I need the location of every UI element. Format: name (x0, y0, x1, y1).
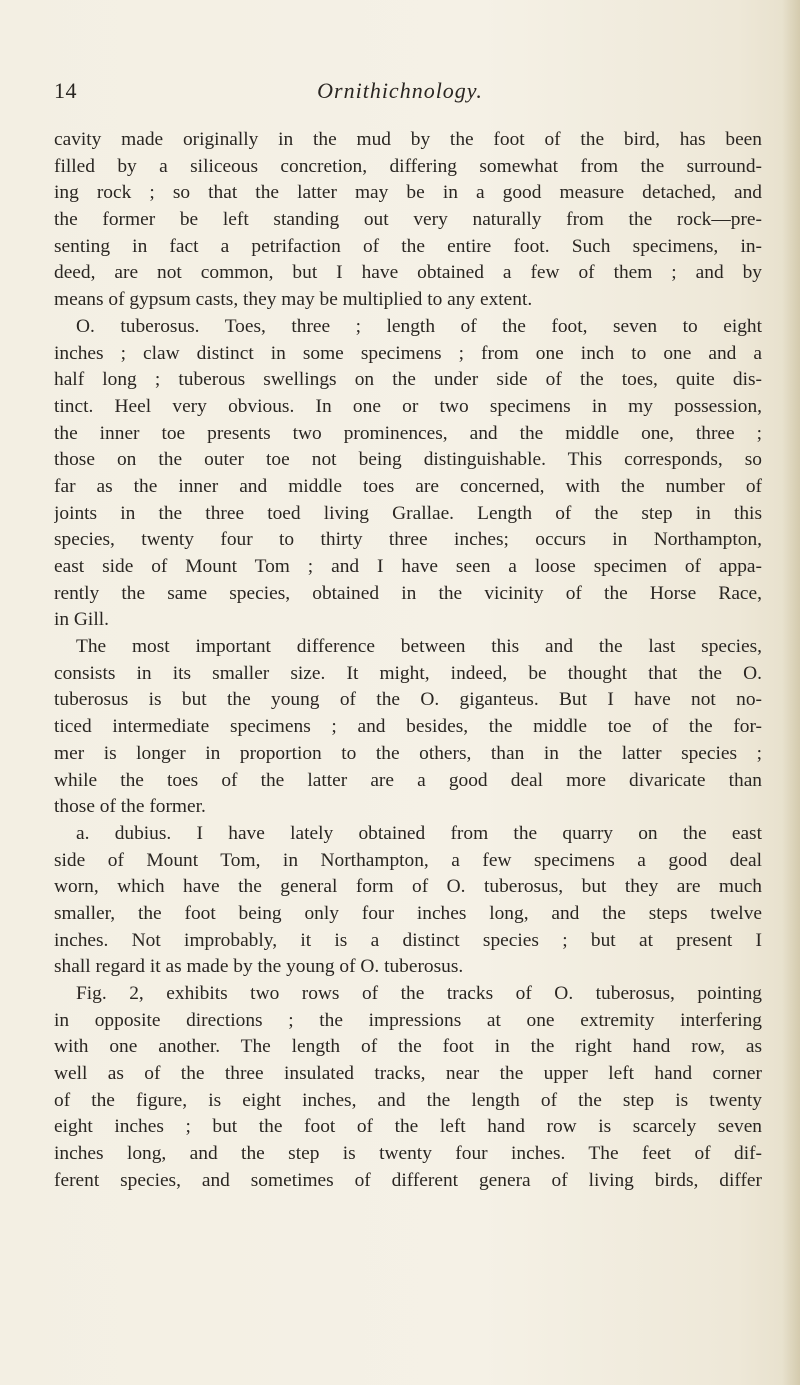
text-line: species, twenty four to thirty three inches; occurs in Northampton, (54, 529, 762, 551)
text-line: those on the outer toe not being distinguishable. This corresponds, so (54, 449, 762, 471)
text-line: inches. Not improbably, it is a distinct species ; but at present I (54, 929, 762, 951)
text-line: joints in the three toed living Grallae. Length of the step in this (54, 502, 762, 524)
text-line: mer is longer in proportion to the others, than in the latter species ; (54, 742, 762, 764)
text-line: eight inches ; but the foot of the left hand row is scarcely seven (54, 1116, 762, 1138)
text-line: inches long, and the step is twenty four inches. The feet of dif- (54, 1143, 762, 1165)
text-line: with one another. The length of the foot in the right hand row, as (54, 1036, 762, 1058)
text-line: means of gypsum casts, they may be multiplied to any extent. (54, 289, 533, 311)
text-line: filled by a siliceous concretion, differing somewhat from the surround- (54, 155, 762, 177)
text-line: ing rock ; so that the latter may be in a good measure detached, and (54, 182, 762, 204)
text-line: smaller, the foot being only four inches long, and the steps twelve (54, 902, 762, 924)
text-line: shall regard it as made by the young of O. tuberosus. (54, 956, 464, 978)
text-line: in opposite directions ; the impressions at one extremity interfering (54, 1009, 762, 1031)
text-line: senting in fact a petrifaction of the entire foot. Such specimens, in- (54, 235, 762, 257)
text-line: far as the inner and middle toes are concerned, with the number of (54, 475, 762, 497)
text-line: half long ; tuberous swellings on the under side of the toes, quite dis- (54, 369, 762, 391)
text-line: rently the same species, obtained in the vicinity of the Horse Race, (54, 582, 762, 604)
page-header (0, 78, 800, 108)
text-line: the inner toe presents two prominences, and the middle one, three ; (54, 422, 762, 444)
text-line: tuberosus is but the young of the O. giganteus. But I have not no- (54, 689, 762, 711)
text-line: tinct. Heel very obvious. In one or two specimens in my possession, (54, 395, 762, 417)
running-title: Ornithichnology. (317, 78, 483, 103)
text-line: side of Mount Tom, in Northampton, a few specimens a good deal (54, 849, 762, 871)
text-line: Fig. 2, exhibits two rows of the tracks of O. tuberosus, pointing (76, 983, 762, 1004)
text-line: of the figure, is eight inches, and the length of the step is twenty (54, 1089, 762, 1111)
text-line: worn, which have the general form of O. tuberosus, but they are much (54, 876, 762, 898)
page-edge-shadow (782, 0, 800, 1385)
text-line: ferent species, and sometimes of different genera of living birds, differ (54, 1169, 762, 1191)
text-line: those of the former. (54, 796, 206, 818)
text-line: well as of the three insulated tracks, near the upper left hand corner (54, 1063, 762, 1085)
text-line: The most important difference between this and the last species, (76, 636, 762, 658)
body-text (54, 127, 762, 1195)
page-number: 14 (54, 78, 77, 103)
text-line: deed, are not common, but I have obtained a few of them ; and by (54, 262, 762, 284)
text-line: east side of Mount Tom ; and I have seen a loose specimen of appa- (54, 556, 762, 577)
text-line: the former be left standing out very naturally from the rock—pre- (54, 209, 762, 231)
text-line: while the toes of the latter are a good deal more divaricate than (54, 769, 762, 791)
text-line: consists in its smaller size. It might, indeed, be thought that the O. (54, 662, 762, 684)
text-line: cavity made originally in the mud by the foot of the bird, has been (54, 129, 762, 150)
text-line: ticed intermediate specimens ; and besides, the middle toe of the for- (54, 716, 762, 738)
text-line: a. dubius. I have lately obtained from the quarry on the east (76, 822, 762, 844)
text-line: inches ; claw distinct in some specimens ; from one inch to one and a (54, 342, 762, 364)
text-line: in Gill. (54, 609, 109, 631)
text-line: O. tuberosus. Toes, three ; length of the foot, seven to eight (76, 315, 762, 337)
